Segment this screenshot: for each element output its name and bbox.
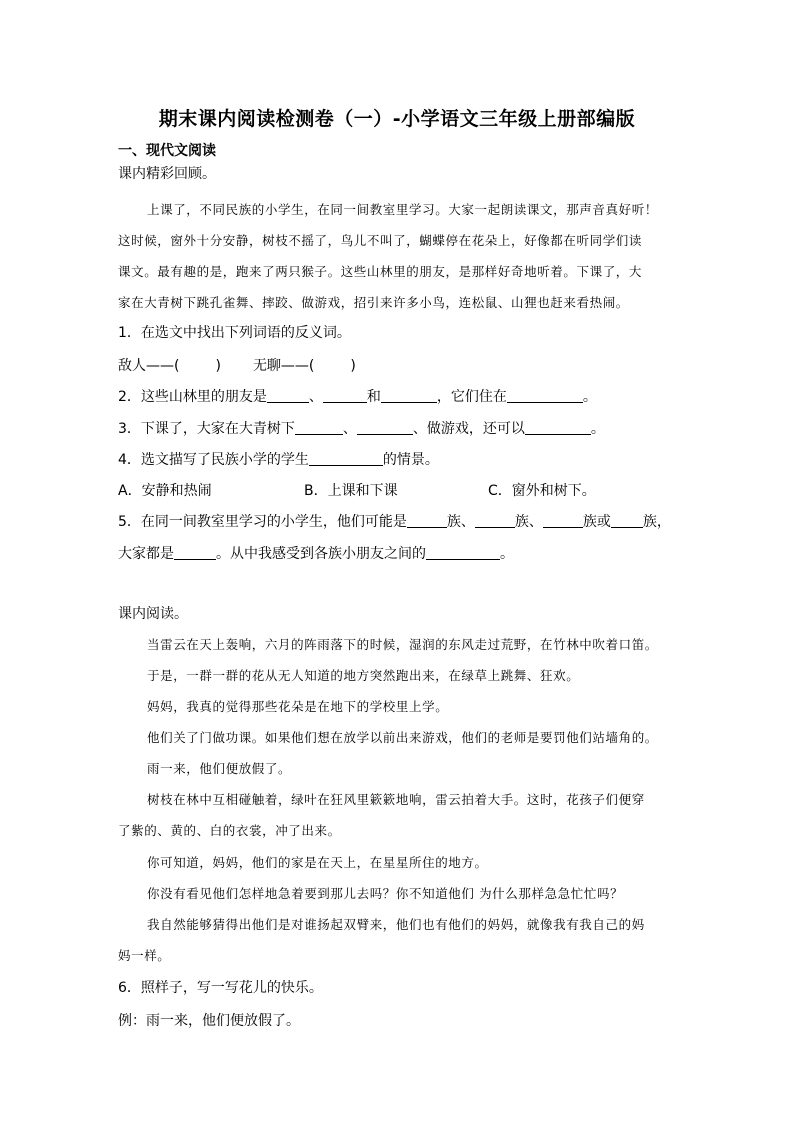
antonym-label-bored: 无聊——( — [252, 358, 315, 374]
passage-line: 上课了，不同民族的小学生，在同一间教室里学习。大家一起朗读课文，那声音真好听！ — [147, 202, 658, 217]
answer-blank[interactable] — [309, 451, 383, 466]
passage-line: 我自然能够猜得出他们是对谁扬起双臂来，他们也有他们的妈妈，就像我有我自己的妈 — [147, 917, 645, 932]
question-text: 4．选文描写了民族小学的学生 — [118, 452, 309, 468]
question-text: 族或 — [582, 514, 611, 530]
answer-blank[interactable] — [426, 545, 500, 560]
answer-blank[interactable] — [475, 513, 515, 528]
example-line: 例：雨一来，他们便放假了。 — [118, 1013, 300, 1029]
answer-blank[interactable] — [295, 420, 343, 435]
question-text: 族， — [642, 514, 671, 530]
question-3 — [118, 418, 605, 438]
question-text: 。 — [582, 389, 597, 405]
answer-blank[interactable] — [323, 388, 367, 403]
answer-blank[interactable] — [507, 388, 583, 403]
passage-line: 这时候，窗外十分安静，树枝不摇了，鸟儿不叫了，蝴蝶停在花朵上，好像都在听同学们读 — [118, 233, 643, 248]
question-text: 族、 — [446, 514, 475, 530]
answer-blank[interactable] — [407, 513, 447, 528]
page-title: 期末课内阅读检测卷（一）-小学语文三年级上册部编版 — [158, 108, 636, 130]
answer-blank[interactable] — [174, 545, 216, 560]
question-text: 5．在同一间教室里学习的小学生，他们可能是 — [118, 514, 407, 530]
answer-blank[interactable] — [357, 420, 413, 435]
question-1: 1．在选文中找出下列词语的反义词。 — [118, 325, 351, 341]
question-text: 和 — [366, 389, 381, 405]
paren-close: ) — [215, 358, 221, 374]
passage-line: 你没有看见他们怎样地急着要到那儿去吗？你不知道他们 为什么那样急急忙忙吗？ — [147, 886, 624, 901]
question-text: 。 — [590, 421, 605, 437]
question-text: 、 — [342, 421, 357, 437]
passage-line: 你可知道，妈妈，他们的家是在天上，在星星所住的地方。 — [147, 855, 488, 870]
passage-line: 树枝在林中互相碰触着，绿叶在狂风里簌簌地响，雷云拍着大手。这时，花孩子们便穿 — [147, 792, 645, 807]
passage-line: 于是，一群一群的花从无人知道的地方突然跑出来，在绿草上跳舞、狂欢。 — [147, 668, 580, 683]
antonym-label-enemy: 敌人——( — [118, 358, 180, 374]
section-heading: 一、现代文阅读 — [118, 143, 216, 159]
answer-blank[interactable] — [525, 420, 591, 435]
passage-line: 了紫的、黄的、白的衣裳，冲了出来。 — [118, 823, 341, 838]
question-text: 。从中我感受到各族小朋友之间的 — [216, 546, 426, 562]
question-text: ，它们住在 — [436, 389, 507, 405]
question-text: 2．这些山林里的朋友是 — [118, 389, 267, 405]
question-5 — [118, 511, 671, 531]
question-text: 、做游戏，还可以 — [412, 421, 525, 437]
passage-line: 妈妈，我真的觉得那些花朵是在地下的学校里上学。 — [147, 699, 449, 714]
question-1-answers — [118, 355, 356, 375]
question-5-cont — [118, 543, 514, 563]
question-text: 的情景。 — [382, 452, 439, 468]
paren-close: ) — [350, 358, 356, 374]
passage-line: 家在大青树下跳孔雀舞、摔跤、做游戏，招引来许多小鸟，连松鼠、山狸也赶来看热闹。 — [118, 295, 629, 310]
section-subheading: 课内精彩回顾。 — [118, 166, 216, 182]
passage-line: 他们关了门做功课。如果他们想在放学以前出来游戏，他们的老师是要罚他们站墙角的。 — [147, 730, 658, 745]
question-6: 6．照样子，写一写花儿的快乐。 — [118, 980, 323, 996]
question-2 — [118, 386, 597, 406]
question-text: 。 — [500, 546, 514, 562]
question-text: 、 — [308, 389, 323, 405]
question-text: 族、 — [514, 514, 543, 530]
question-text: 3．下课了，大家在大青树下 — [118, 421, 295, 437]
option-c[interactable]: C．窗外和树下。 — [488, 483, 596, 499]
question-text: 大家都是 — [118, 546, 174, 562]
question-4 — [118, 449, 439, 469]
passage-line: 课文。最有趣的是，跑来了两只猴子。这些山林里的朋友，是那样好奇地听着。下课了，大 — [118, 264, 643, 279]
passage-line: 妈一样。 — [118, 948, 171, 963]
passage-line: 当雷云在天上轰响，六月的阵雨落下的时候，湿润的东风走过荒野，在竹林中吹着口笛。 — [147, 637, 658, 652]
answer-blank[interactable] — [543, 513, 583, 528]
section-subheading: 课内阅读。 — [118, 606, 188, 622]
option-b[interactable]: B．上课和下课 — [304, 483, 398, 499]
option-a[interactable]: A．安静和热闹 — [118, 483, 212, 499]
answer-blank[interactable] — [611, 513, 643, 528]
answer-blank[interactable] — [381, 388, 437, 403]
answer-blank[interactable] — [267, 388, 309, 403]
passage-line: 雨一来，他们便放假了。 — [147, 761, 292, 776]
